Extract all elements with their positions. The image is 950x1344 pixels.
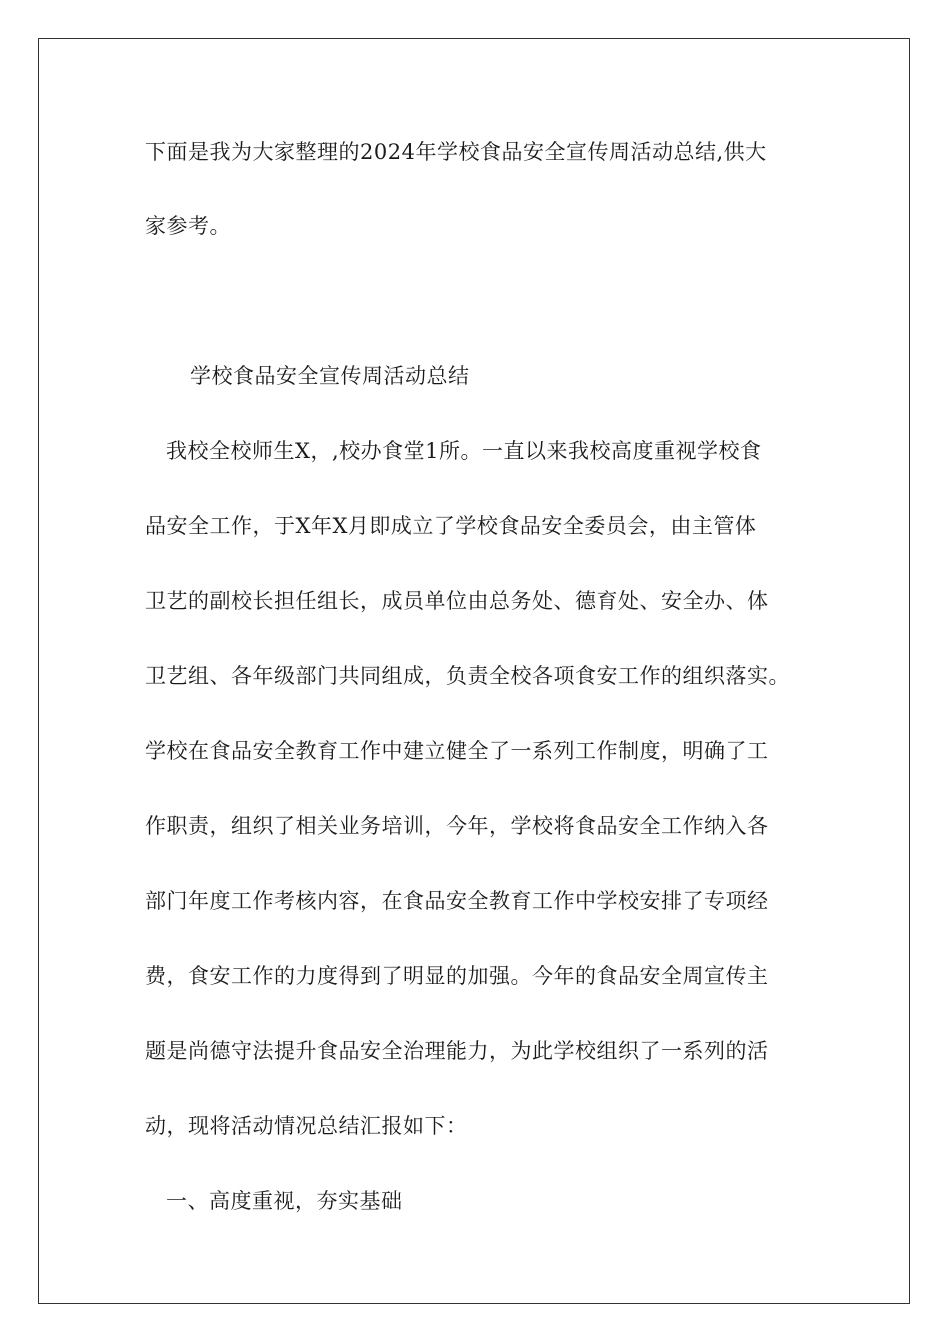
body-line-2: 品安全工作，于X年X月即成立了学校食品安全委员会，由主管体 [145,514,757,538]
body-line-7: 部门年度工作考核内容，在食品安全教育工作中学校安排了专项经 [145,889,769,913]
body-line-1: 我校全校师生X，,校办食堂1所。一直以来我校高度重视学校食 [166,439,762,463]
body-line-6: 作职责，组织了相关业务培训，今年，学校将食品安全工作纳入各 [145,814,769,838]
body-line-5: 学校在食品安全教育工作中建立健全了一系列工作制度，明确了工 [145,739,769,763]
body-line-8: 费，食安工作的力度得到了明显的加强。今年的食品安全周宣传主 [145,964,769,988]
section-heading: 一、高度重视，夯实基础 [166,1189,403,1213]
body-line-4: 卫艺组、各年级部门共同组成，负责全校各项食安工作的组织落实。 [145,664,790,688]
document-title: 学校食品安全宣传周活动总结 [190,364,470,388]
intro-line-2: 家参考。 [145,214,231,238]
body-line-3: 卫艺的副校长担任组长，成员单位由总务处、德育处、安全办、体 [145,589,769,613]
body-line-9: 题是尚德守法提升食品安全治理能力，为此学校组织了一系列的活 [145,1039,769,1063]
body-line-10: 动，现将活动情况总结汇报如下： [145,1114,468,1138]
intro-line-1: 下面是我为大家整理的2024年学校食品安全宣传周活动总结,供大 [145,140,767,164]
